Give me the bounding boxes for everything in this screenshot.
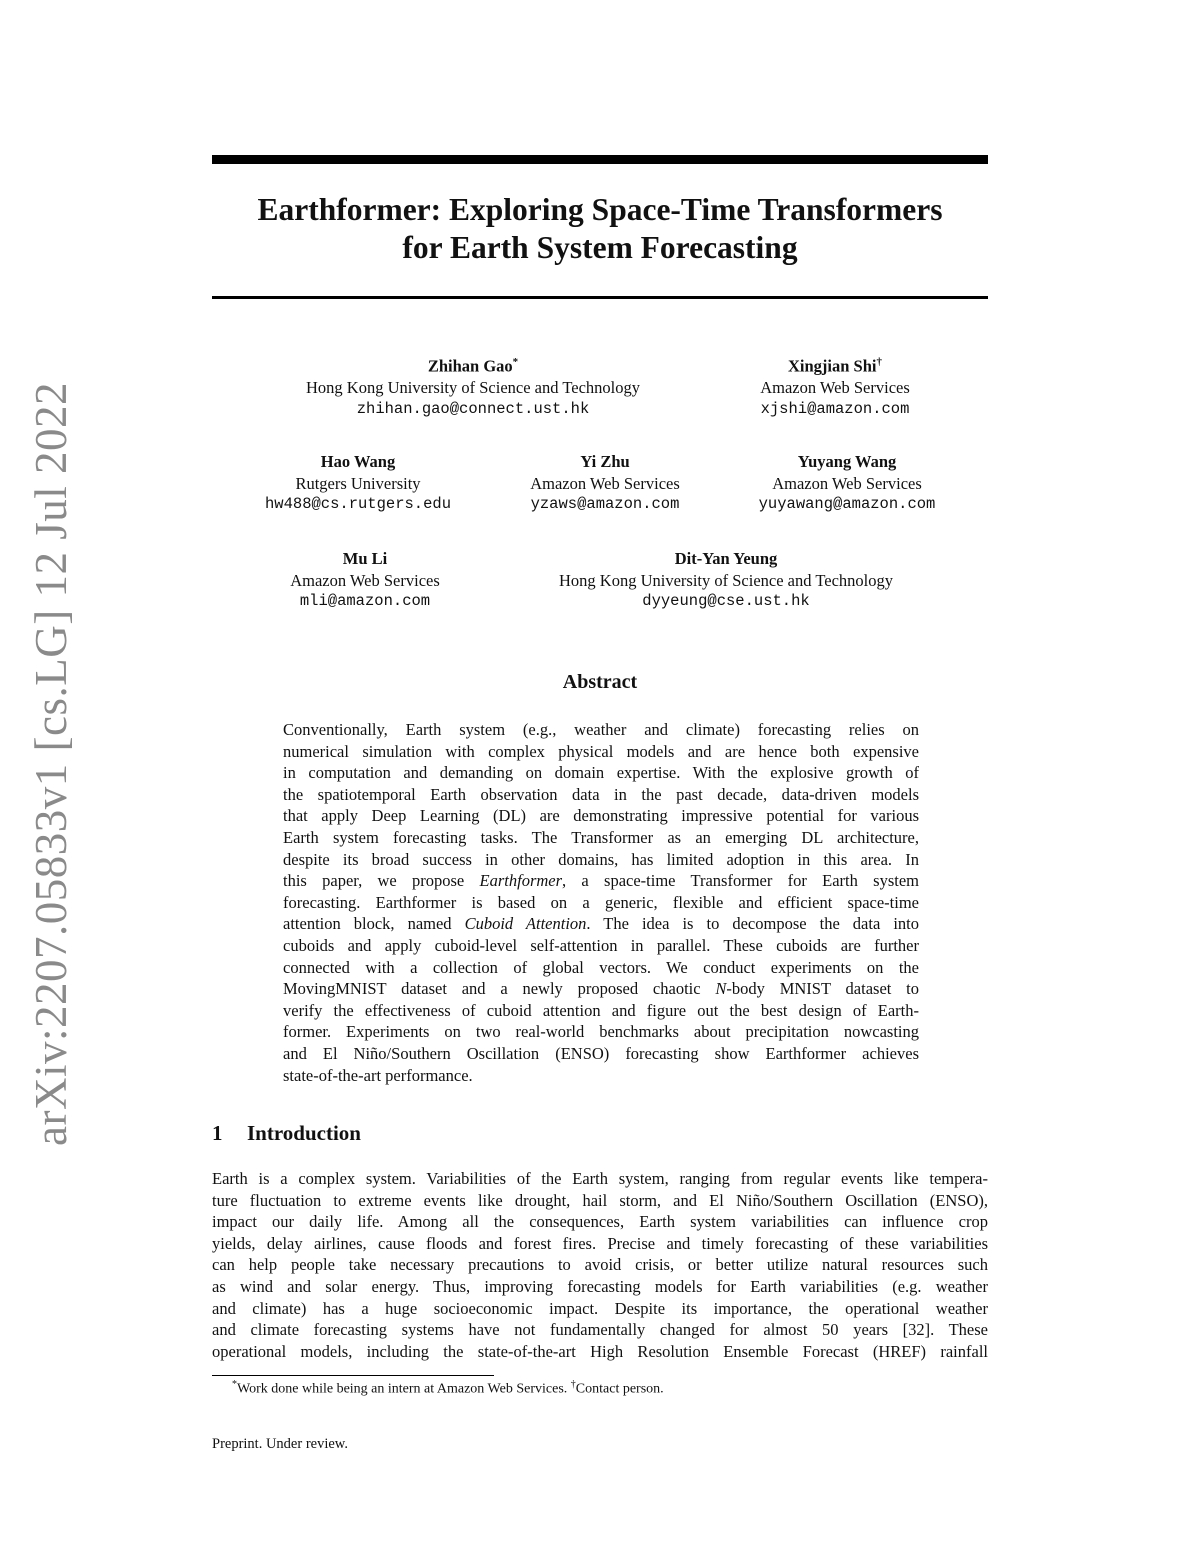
author-email[interactable]: xjshi@amazon.com [760,399,910,418]
author-mark: * [512,356,519,368]
abstract-line: state-of-the-art performance. [283,1065,473,1085]
author-name: Yi Zhu [580,452,630,471]
abstract-text: MovingMNIST dataset and a newly proposed chaotic [283,979,716,999]
abstract-text: this paper, we propose [283,871,480,891]
block-name: Cuboid Attention [464,914,587,934]
footnote-text: Work done while being an intern at Amazon Web Services. [237,1381,571,1397]
author-affiliation: Amazon Web Services [772,473,922,493]
author-affiliation: Amazon Web Services [530,473,680,493]
abstract-body [283,719,919,1086]
author-email[interactable]: yzaws@amazon.com [530,495,680,513]
author-email[interactable]: yuyawang@amazon.com [758,495,936,513]
section-title: Introduction [247,1121,361,1145]
abstract-line: Earth system forecasting tasks. The Transformer as an emerging DL architecture, [283,827,919,847]
abstract-line: forecasting. Earthformer is based on a generic, flexible and efficient space-time [283,892,919,912]
abstract-line: that apply Deep Learning (DL) are demonstrating impressive potential for various [283,806,919,826]
intro-line: can help people take necessary precautions to avoid crisis, or better utilize natural resources such [212,1255,988,1275]
abstract-line: Conventionally, Earth system (e.g., weather and climate) forecasting relies on [283,720,919,739]
title-rule-top [212,155,988,164]
abstract-line [283,978,919,1000]
footnote [232,1379,664,1398]
abstract-text: -body MNIST dataset to [726,979,919,999]
introduction-body [212,1168,988,1362]
section-number: 1 [212,1121,223,1145]
author-block [248,451,468,516]
abstract-line: connected with a collection of global vectors. We conduct experiments on the [283,957,919,977]
preprint-notice: Preprint. Under review. [212,1436,348,1452]
title-line-2: for Earth System Forecasting [402,230,798,265]
author-email[interactable]: hw488@cs.rutgers.edu [264,495,452,513]
model-name: Earthformer [479,871,563,891]
intro-line: and climate) has a huge socioeconomic impact. Despite its importance, the operational weather [212,1298,988,1318]
paper-title [212,191,988,267]
author-block [737,451,957,516]
author-affiliation: Rutgers University [295,473,421,493]
author-mark: † [876,356,882,368]
abstract-text: , a space-time Transformer for Earth system [562,871,919,891]
intro-line: operational models, including the state-of-the-art High Resolution Ensemble Forecast (HREF) rainfall [212,1341,988,1361]
abstract-text: attention block, named [283,914,465,934]
abstract-line [283,870,919,892]
title-line-1: Earthformer: Exploring Space-Time Transformers [257,192,943,227]
abstract-heading: Abstract [562,671,638,693]
arxiv-identifier: arXiv:2207.05833v1 [cs.LG] 12 Jul 2022 [26,382,76,1146]
abstract-text: . The idea is to decompose the data into [586,914,919,934]
abstract-line [283,913,919,935]
author-name: Dit-Yan Yeung [674,549,778,568]
footnote-mark: † [570,1379,576,1390]
footnote-text: Contact person. [575,1381,664,1397]
abstract-line: the spatiotemporal Earth observation data in the past decade, data-driven models [283,784,919,804]
author-block [735,352,935,420]
abstract-line: numerical simulation with complex physical models and are hence both expensive [283,741,919,761]
author-block [510,548,942,613]
intro-line: ture fluctuation to extreme events like drought, hail storm, and El Niño/Southern Oscillation (ENSO), [212,1190,988,1210]
footnote-mark: * [232,1379,237,1390]
intro-line: as wind and solar energy. Thus, improving forecasting models for Earth variabilities (e.g. weather [212,1276,988,1296]
author-affiliation: Hong Kong University of Science and Technology [306,378,640,397]
intro-line: Earth is a complex system. Variabilities of the Earth system, ranging from regular events like tempera- [212,1169,988,1188]
title-rule-bottom [212,296,988,299]
author-email[interactable]: mli@amazon.com [299,592,431,610]
author-affiliation: Amazon Web Services [290,570,440,590]
abstract-line: cuboids and apply cuboid-level self-attention in parallel. These cuboids are further [283,935,919,955]
author-name: Zhihan Gao [427,356,513,376]
author-block [255,548,475,613]
intro-line: impact our daily life. Among all the consequences, Earth system variabilities can influence crop [212,1212,988,1232]
abstract-line: and El Niño/Southern Oscillation (ENSO) forecasting show Earthformer achieves [283,1043,919,1063]
math-symbol: N [715,979,727,999]
footnote-rule [212,1375,494,1376]
author-name: Hao Wang [320,452,396,471]
author-affiliation: Amazon Web Services [760,378,910,397]
author-name: Yuyang Wang [797,452,897,471]
author-name: Mu Li [342,549,388,568]
intro-line: and climate forecasting systems have not fundamentally changed for almost 50 years [32]. These [212,1320,988,1340]
author-email[interactable]: dyyeung@cse.ust.hk [642,592,810,610]
author-name: Xingjian Shi [788,356,877,376]
author-block [495,451,715,516]
abstract-line: in computation and demanding on domain expertise. With the explosive growth of [283,763,919,783]
author-affiliation: Hong Kong University of Science and Technology [559,570,893,590]
abstract-line: former. Experiments on two real-world benchmarks about precipitation nowcasting [283,1022,919,1042]
intro-line: yields, delay airlines, cause floods and forest fires. Precise and timely forecasting of these variabilities [212,1233,988,1253]
abstract-line: verify the effectiveness of cuboid attention and figure out the best design of Earth- [283,1000,919,1020]
author-block [273,352,673,420]
abstract-line: despite its broad success in other domains, has limited adoption in this area. In [283,849,919,869]
section-heading [212,1121,361,1146]
author-email[interactable]: zhihan.gao@connect.ust.hk [356,399,590,418]
